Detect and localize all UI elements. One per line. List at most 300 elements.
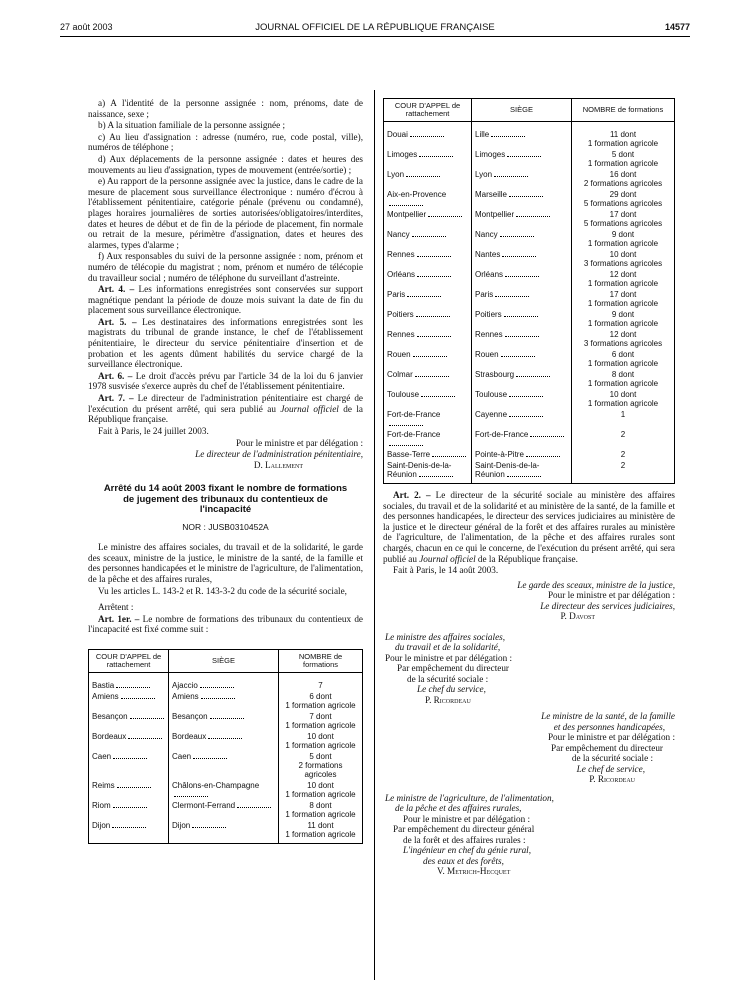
column-divider xyxy=(374,90,375,980)
leader-dots xyxy=(501,350,535,357)
cell-siege xyxy=(169,820,279,844)
table-row xyxy=(384,209,675,229)
cell-cour-text: Reims xyxy=(92,781,115,791)
cell-cour xyxy=(384,249,472,269)
cell-cour-text: Bastia xyxy=(92,681,115,691)
nombre-value: 17 dont xyxy=(609,290,637,299)
article-2-label: Art. 2. – xyxy=(393,490,431,500)
header-date: 27 août 2003 xyxy=(60,22,113,32)
article-7-label: Art. 7. – xyxy=(98,393,134,404)
nombre-agricole: 1 formation agricole xyxy=(285,810,356,820)
nombre-agricole: 1 formation agricole xyxy=(587,319,659,328)
item-b: b) A la situation familiale de la personne assignée ; xyxy=(98,120,286,131)
cell-nombre xyxy=(572,249,675,269)
table-row xyxy=(384,369,675,389)
nombre-agricole: 1 formation agricole xyxy=(587,139,659,148)
nombre-agricole: 1 formation agricole xyxy=(587,399,659,408)
cell-nombre xyxy=(572,309,675,329)
nombre-value: 6 dont xyxy=(309,692,332,702)
cell-siege xyxy=(472,460,572,484)
cell-cour-text: Poitiers xyxy=(387,310,414,319)
sig-justice-line3: Le directeur des services judiciaires, xyxy=(540,600,675,611)
table-row xyxy=(384,122,675,150)
cell-siege xyxy=(472,329,572,349)
article-6 xyxy=(88,371,363,392)
cell-siege xyxy=(472,289,572,309)
nombre-value: 10 dont xyxy=(609,390,637,399)
signature-block-sante xyxy=(383,711,675,785)
cell-cour xyxy=(384,289,472,309)
table-row xyxy=(384,229,675,249)
cell-siege xyxy=(169,731,279,751)
nombre-value: 7 dont xyxy=(309,712,332,722)
leader-dots xyxy=(112,821,146,828)
cell-siege-text: Rouen xyxy=(475,350,499,359)
cell-siege xyxy=(472,309,572,329)
sig-social-line4: Par empêchement du directeur xyxy=(397,663,509,674)
cell-siege-text: Rennes xyxy=(475,330,503,339)
sig-justice-line2: Pour le ministre et par délégation : xyxy=(547,590,675,601)
sig-agri-line4: Par empêchement du directeur général xyxy=(393,824,535,835)
item-d: d) Aux déplacements de la personne assignée : dates et heures des mouvements au lieu d'assignation, types de mouvement (entrée/sortie) ; xyxy=(88,153,363,175)
left-column xyxy=(88,98,363,844)
nombre-value: 2 xyxy=(620,461,626,470)
leader-dots xyxy=(389,199,423,206)
cell-nombre xyxy=(279,731,363,751)
cell-nombre xyxy=(279,751,363,780)
leader-dots xyxy=(410,130,444,137)
cell-cour-text: Nancy xyxy=(387,230,410,239)
nombre-value: 2 xyxy=(620,430,626,439)
nombre-agricole: 2 formations agricoles xyxy=(583,179,663,188)
cell-nombre xyxy=(572,209,675,229)
cell-siege-text: Caen xyxy=(172,752,192,762)
sig-sante-line4: Par empêchement du directeur xyxy=(551,742,663,753)
nombre-value: 10 dont xyxy=(609,250,637,259)
cell-cour-text: Amiens xyxy=(92,692,119,702)
leader-dots xyxy=(192,821,226,828)
leader-dots xyxy=(505,330,539,337)
cell-cour-text: Saint-Denis-de-la-Réunion xyxy=(387,461,452,479)
sig1-line1: Pour le ministre et par délégation : xyxy=(235,438,363,449)
cell-cour-text: Rouen xyxy=(387,350,411,359)
cell-siege-text: Amiens xyxy=(172,692,199,702)
cell-siege xyxy=(472,229,572,249)
cell-siege xyxy=(169,751,279,780)
leader-dots xyxy=(413,350,447,357)
nombre-value: 6 dont xyxy=(611,350,635,359)
nombre-agricole: 1 formation agricole xyxy=(587,299,659,308)
cell-nombre xyxy=(572,449,675,460)
cell-cour-text: Colmar xyxy=(387,370,413,379)
cell-cour-text: Douai xyxy=(387,130,408,139)
vu-articles: Vu les articles L. 143-2 et R. 143-3-2 du code de la sécurité sociale, xyxy=(98,585,347,596)
cell-cour xyxy=(384,460,472,484)
nombre-value: 10 dont xyxy=(307,781,334,791)
cell-cour xyxy=(89,711,169,731)
cell-nombre xyxy=(572,269,675,289)
nombre-value: 11 dont xyxy=(609,130,637,139)
table-row xyxy=(384,249,675,269)
sig-agri-name: V. Metrich-Hecquet xyxy=(437,866,511,877)
leader-dots xyxy=(504,310,538,317)
article-4-text: Les informations enregistrées sont conservées sur support magnétique pendant la période de douze mois suivant la date de fin du placement sous surveillance électronique. xyxy=(88,284,363,316)
table-row xyxy=(384,349,675,369)
sig-agri-line1: Le ministre de l'agriculture, de l'alimentation, xyxy=(385,792,554,803)
cell-siege-text: Bordeaux xyxy=(172,732,207,742)
table-row xyxy=(384,449,675,460)
cell-cour xyxy=(384,209,472,229)
leader-dots xyxy=(491,130,525,137)
nombre-agricole: 1 formation agricole xyxy=(587,379,659,388)
sig-social-line1: Le ministre des affaires sociales, xyxy=(385,631,506,642)
table-row xyxy=(384,269,675,289)
article-2-text: Le directeur de la sécurité sociale au ministère des affaires sociales, du travail et de la solidarité et au ministère de la santé, de la famille et des personnes handicapées, le directeur des services judiciaires au ministère de la justice et le directeur général de la forêt et des affaires rurales au ministère de l'agriculture, de l'alimentation, de la pêche et des affaires rurales sont chargés, chacun en ce qui le concerne, de l'exécution du présent arrêté, qui sera publié au xyxy=(383,490,675,564)
cell-cour xyxy=(384,189,472,209)
leader-dots xyxy=(407,290,441,297)
sig-social-line6: Le chef du service, xyxy=(417,684,486,695)
table-row xyxy=(384,169,675,189)
item-f: f) Aux responsables du suivi de la personne assignée : nom, prénom et numéro de télécopie du magistrat ; nom, prénom et numéro de télécopie du travailleur social ; numéro de téléphone du surveillant d'astreinte. xyxy=(88,251,363,283)
sig-sante-line2: et des personnes handicapées, xyxy=(553,721,665,732)
table-header-row xyxy=(384,99,675,122)
cell-cour-text: Paris xyxy=(387,290,406,299)
article-5 xyxy=(88,317,363,370)
leader-dots xyxy=(417,270,451,277)
nombre-value: 9 dont xyxy=(611,310,635,319)
formations-table-right xyxy=(383,98,675,484)
table-row xyxy=(89,731,363,751)
leader-dots xyxy=(237,801,271,808)
nombre-agricole: 5 formations agricoles xyxy=(583,219,663,228)
nombre-value: 10 dont xyxy=(307,732,334,742)
cell-nombre xyxy=(279,780,363,800)
table-header-row xyxy=(89,650,363,673)
leader-dots xyxy=(509,410,543,417)
nombre-agricole: 2 formations agricoles xyxy=(298,761,343,780)
table-row xyxy=(89,751,363,780)
cell-siege xyxy=(472,189,572,209)
cell-nombre xyxy=(572,460,675,484)
sig-sante-line3: Pour le ministre et par délégation : xyxy=(547,732,675,743)
cell-cour xyxy=(384,429,472,449)
nombre-agricole: 1 formation agricole xyxy=(587,359,659,368)
cell-nombre xyxy=(572,429,675,449)
cell-nombre xyxy=(572,289,675,309)
cell-cour xyxy=(384,309,472,329)
sig-social-line2: du travail et de la solidarité, xyxy=(395,642,501,653)
cell-siege xyxy=(472,389,572,409)
leader-dots xyxy=(526,450,560,457)
sig-agri-line3: Pour le ministre et par délégation : xyxy=(403,813,531,824)
leader-dots xyxy=(415,370,449,377)
leader-dots xyxy=(417,250,451,257)
cell-cour xyxy=(89,800,169,820)
cell-cour-text: Riom xyxy=(92,801,111,811)
cell-siege-text: Fort-de-France xyxy=(475,430,529,439)
cell-siege xyxy=(472,369,572,389)
leader-dots xyxy=(117,781,151,788)
cell-siege xyxy=(472,429,572,449)
cell-siege-text: Nantes xyxy=(475,250,501,259)
cell-cour xyxy=(384,169,472,189)
leader-dots xyxy=(495,290,529,297)
page-header xyxy=(60,22,690,36)
cell-nombre xyxy=(572,149,675,169)
fait-a-paris-2: Fait à Paris, le 14 août 2003. xyxy=(393,565,499,576)
cell-siege xyxy=(472,122,572,150)
article-5-label: Art. 5. – xyxy=(98,316,137,327)
table-row xyxy=(384,149,675,169)
cell-nombre xyxy=(572,349,675,369)
cell-cour-text: Basse-Terre xyxy=(387,450,431,459)
nombre-value: 7 xyxy=(318,681,323,691)
table-row xyxy=(384,429,675,449)
article-1 xyxy=(88,614,363,635)
cell-cour xyxy=(384,409,472,429)
cell-cour-text: Dijon xyxy=(92,821,111,831)
cell-nombre xyxy=(279,691,363,711)
header-journal-title: JOURNAL OFFICIEL DE LA RÉPUBLIQUE FRANÇAISE xyxy=(255,22,495,33)
cell-nombre xyxy=(279,673,363,692)
cell-cour-text: Montpellier xyxy=(387,210,427,219)
right-column xyxy=(383,98,675,877)
sig-social-line5: de la sécurité sociale : xyxy=(407,673,489,684)
nombre-value: 16 dont xyxy=(609,170,637,179)
cell-cour xyxy=(384,122,472,150)
cell-siege xyxy=(472,269,572,289)
header-cour: COUR D'APPEL de rattachement xyxy=(384,99,472,122)
article-1-text: Le nombre de formations des tribunaux du contentieux de l'incapacité est fixé comme suit : xyxy=(88,613,363,635)
cell-siege-text: Saint-Denis-de-la-Réunion xyxy=(475,461,540,479)
leader-dots xyxy=(128,732,162,739)
nombre-agricole: 1 formation agricole xyxy=(285,721,356,731)
cell-cour-text: Caen xyxy=(92,752,112,762)
cell-cour-text: Aix-en-Provence xyxy=(387,190,447,199)
cell-siege-text: Strasbourg xyxy=(475,370,515,379)
cell-cour xyxy=(89,691,169,711)
cell-cour xyxy=(384,449,472,460)
sig-agri-line2: de la pêche et des affaires rurales, xyxy=(395,803,522,814)
sig-sante-line1: Le ministre de la santé, de la famille xyxy=(541,711,675,722)
article-6-label: Art. 6. – xyxy=(98,370,133,381)
cell-siege-text: Ajaccio xyxy=(172,681,198,691)
fait-a-paris-1: Fait à Paris, le 24 juillet 2003. xyxy=(98,425,209,436)
article-7 xyxy=(88,393,363,425)
table-row xyxy=(384,389,675,409)
leader-dots xyxy=(505,270,539,277)
journal-officiel-ref: Journal officiel xyxy=(419,553,476,564)
cell-siege xyxy=(169,691,279,711)
sig-sante-name: P. Ricordeau xyxy=(589,774,635,785)
signature-block-justice xyxy=(383,580,675,622)
leader-dots xyxy=(419,470,453,477)
nombre-value: 11 dont xyxy=(307,821,334,831)
cell-nombre xyxy=(279,820,363,844)
leader-dots xyxy=(121,692,155,699)
nombre-agricole: 3 formations agricoles xyxy=(583,339,663,348)
cell-nombre xyxy=(572,122,675,150)
nombre-value: 9 dont xyxy=(611,230,635,239)
header-rule xyxy=(60,36,690,37)
cell-cour xyxy=(384,149,472,169)
sig1-name: D. Lallement xyxy=(253,459,303,470)
nombre-agricole: 1 formation agricole xyxy=(285,701,356,711)
cell-nombre xyxy=(572,369,675,389)
cell-cour xyxy=(384,329,472,349)
article-4-label: Art. 4. – xyxy=(98,284,135,295)
cell-siege-text: Limoges xyxy=(475,150,506,159)
article-4 xyxy=(88,284,363,316)
leader-dots xyxy=(421,390,455,397)
nombre-agricole: 1 formation agricole xyxy=(587,239,659,248)
leader-dots xyxy=(113,752,147,759)
cell-siege-text: Châlons-en-Champagne xyxy=(172,781,260,791)
cell-cour xyxy=(384,349,472,369)
table-row xyxy=(89,711,363,731)
sig-sante-line5: de la sécurité sociale : xyxy=(571,753,653,764)
leader-dots xyxy=(201,692,235,699)
table-body-right xyxy=(384,122,675,484)
cell-nombre xyxy=(572,389,675,409)
cell-nombre xyxy=(279,800,363,820)
cell-cour xyxy=(89,820,169,844)
preamble: Le ministre des affaires sociales, du travail et de la solidarité, le garde des sceaux, ministre de la justice, le ministre de la santé, de la famille et des personnes handicapées et le ministre de l'agriculture, de l'alimentation, de la pêche et des affaires rurales, xyxy=(88,542,363,585)
table-row xyxy=(89,780,363,800)
cell-siege xyxy=(472,449,572,460)
nombre-value: 5 dont xyxy=(611,150,635,159)
leader-dots xyxy=(208,732,242,739)
cell-cour xyxy=(384,369,472,389)
formations-table-left xyxy=(88,649,363,844)
leader-dots xyxy=(428,210,462,217)
article-7-text: Le directeur de l'administration pénitentiaire est chargé de l'exécution du présent arrêté, qui sera publié au xyxy=(88,393,363,414)
leader-dots xyxy=(516,210,550,217)
leader-dots xyxy=(500,230,534,237)
article-2-text-end: de la République française. xyxy=(477,553,578,564)
leader-dots xyxy=(389,439,423,446)
table-row xyxy=(89,820,363,844)
cell-nombre xyxy=(572,329,675,349)
nor-reference: NOR : JUSB0310452A xyxy=(182,521,269,532)
table-row xyxy=(384,289,675,309)
leader-dots xyxy=(389,419,423,426)
cell-cour xyxy=(89,751,169,780)
leader-dots xyxy=(412,230,446,237)
nombre-agricole: 1 formation agricole xyxy=(285,741,356,751)
header-page-number: 14577 xyxy=(664,22,690,32)
nombre-value: 2 xyxy=(620,450,626,459)
table-row xyxy=(89,673,363,692)
sig-agri-line6: L'ingénieur en chef du génie rural, xyxy=(403,845,532,856)
table-row xyxy=(384,329,675,349)
table-row xyxy=(89,800,363,820)
cell-siege-text: Dijon xyxy=(172,821,191,831)
article-5-text: Les destinataires des informations enregistrées sont les magistrats du tribunal de grande instance, le chef de l'établissement pénitentiaire, le directeur du service pénitentiaire d'insertion et de probation et les agents dûment habilités du service chargé de la surveillance électronique. xyxy=(88,316,364,370)
cell-siege-text: Montpellier xyxy=(475,210,515,219)
table-row xyxy=(384,189,675,209)
leader-dots xyxy=(193,752,227,759)
nombre-agricole: 1 formation agricole xyxy=(285,830,356,840)
cell-siege xyxy=(169,673,279,692)
nombre-value: 17 dont xyxy=(609,210,637,219)
header-nombre: NOMBRE de formations xyxy=(572,99,675,122)
header-nombre: NOMBRE de formations xyxy=(279,650,363,673)
leader-dots xyxy=(509,190,543,197)
cell-siege-text: Cayenne xyxy=(475,410,508,419)
cell-cour xyxy=(384,389,472,409)
cell-cour xyxy=(384,229,472,249)
nombre-value: 12 dont xyxy=(609,330,637,339)
sig-sante-line6: Le chef de service, xyxy=(576,763,645,774)
sig-social-line3: Pour le ministre et par délégation : xyxy=(385,652,513,663)
header-siege: SIÈGE xyxy=(472,99,572,122)
cell-cour-text: Fort-de-France xyxy=(387,430,441,439)
cell-cour-text: Besançon xyxy=(92,712,128,722)
sig-social-name: P. Ricordeau xyxy=(425,694,471,705)
cell-siege-text: Toulouse xyxy=(475,390,508,399)
header-cour: COUR D'APPEL de rattachement xyxy=(89,650,169,673)
item-a: a) A l'identité de la personne assignée : nom, prénoms, date de naissance, sexe ; xyxy=(88,98,363,119)
nombre-value: 1 xyxy=(620,410,626,419)
leader-dots xyxy=(113,801,147,808)
nombre-value: 29 dont xyxy=(609,190,637,199)
table-row xyxy=(89,691,363,711)
cell-cour xyxy=(89,780,169,800)
table-row xyxy=(384,309,675,329)
cell-siege-text: Lille xyxy=(475,130,490,139)
leader-dots xyxy=(507,470,541,477)
cell-cour xyxy=(89,673,169,692)
leader-dots xyxy=(417,330,451,337)
cell-siege-text: Nancy xyxy=(475,230,498,239)
table-row xyxy=(384,409,675,429)
cell-cour-text: Toulouse xyxy=(387,390,420,399)
leader-dots xyxy=(406,170,440,177)
sig-justice-line1: Le garde des sceaux, ministre de la justice, xyxy=(517,579,675,590)
signature-block-affaires-sociales xyxy=(383,632,675,706)
cell-nombre xyxy=(279,711,363,731)
sig-agri-line5: de la forêt et des affaires rurales : xyxy=(403,834,526,845)
leader-dots xyxy=(130,712,164,719)
cell-cour-text: Bordeaux xyxy=(92,732,127,742)
cell-siege-text: Lyon xyxy=(475,170,493,179)
journal-officiel-ref: Journal officiel xyxy=(280,403,339,414)
nombre-agricole: 3 formations agricoles xyxy=(583,259,663,268)
leader-dots xyxy=(432,450,466,457)
cell-cour-text: Fort-de-France xyxy=(387,410,441,419)
cell-siege-text: Clermont-Ferrand xyxy=(172,801,236,811)
cell-cour-text: Rennes xyxy=(387,330,415,339)
article-7-text-end: de la République française. xyxy=(88,403,363,425)
nombre-value: 8 dont xyxy=(309,801,332,811)
cell-cour-text: Orléans xyxy=(387,270,416,279)
leader-dots xyxy=(516,370,550,377)
cell-siege xyxy=(169,800,279,820)
item-e: e) Au rapport de la personne assignée avec la justice, dans le cadre de la mesure de placement sous surveillance électronique : numéro d'écrou à l'établissement pénitentiaire, catégorie pénale (prévenu ou condamné), plages horaires journalières de sorties autorisées/obligatoires/interdites, dates et heures de début et de fin de la période de placement, fin normale ou retrait de la mesure, périmètre d'assignation, dates et heures des alarmes, types d'alarme ; xyxy=(88,176,363,250)
sig-agri-line7: des eaux et des forêts, xyxy=(423,855,504,866)
leader-dots xyxy=(509,390,543,397)
cell-siege xyxy=(472,409,572,429)
cell-cour-text: Limoges xyxy=(387,150,418,159)
nombre-agricole: 5 formations agricoles xyxy=(583,199,663,208)
leader-dots xyxy=(494,170,528,177)
table-body-left xyxy=(89,673,363,844)
cell-siege xyxy=(169,780,279,800)
leader-dots xyxy=(507,150,541,157)
arretent: Arrêtent : xyxy=(98,602,134,613)
cell-siege-text: Marseille xyxy=(475,190,508,199)
